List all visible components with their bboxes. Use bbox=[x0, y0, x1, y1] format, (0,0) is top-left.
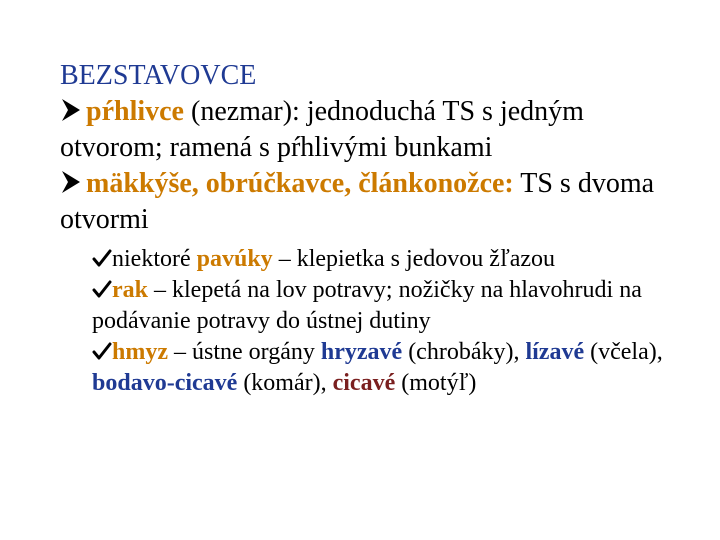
term-rak: rak bbox=[112, 277, 148, 303]
subbullet-text-3b: (chrobáky), bbox=[402, 339, 526, 365]
term-bodavo-cicave: bodavo-cicavé bbox=[92, 370, 238, 396]
subbullet-text-3c: (včela), bbox=[584, 339, 663, 365]
subbullet-text-1: – klepietka s jedovou žľazou bbox=[272, 246, 556, 272]
slide-heading: BEZSTAVOVCE bbox=[60, 60, 257, 91]
subbullet-pre-1: niektoré bbox=[112, 246, 197, 272]
arrow-bullet-icon bbox=[60, 96, 86, 124]
subbullet-text-2: – klepetá na lov potravy; nožičky na hlavohrudi na podávanie potravy do ústnej dutiny bbox=[92, 277, 642, 334]
term-pavuky: pavúky bbox=[196, 246, 273, 272]
bullet-text-2: TS s dvoma otvormi bbox=[60, 168, 655, 235]
term-hryzave: hryzavé bbox=[320, 339, 403, 365]
subbullet-text-3e: (motýľ) bbox=[395, 370, 477, 396]
subbullet-item-2 bbox=[92, 275, 672, 337]
slide-content bbox=[60, 58, 670, 399]
term-prhlivce: pŕhlivce bbox=[86, 96, 184, 127]
subbullet-item-1 bbox=[92, 244, 672, 275]
bullet-item-2 bbox=[60, 166, 670, 238]
subbullet-item-3 bbox=[92, 337, 672, 399]
bullet-item-1 bbox=[60, 94, 670, 166]
subbullet-text-3a: – ústne orgány bbox=[168, 339, 321, 365]
term-mollusks-annelids-arthropods: mäkkýše, obrúčkavce, článkonožce: bbox=[86, 168, 514, 199]
checkmark-bullet-icon bbox=[92, 247, 112, 269]
subbullet-text-3d: (komár), bbox=[237, 370, 333, 396]
checkmark-bullet-icon bbox=[92, 278, 112, 300]
term-cicave: cicavé bbox=[332, 370, 396, 396]
term-hmyz: hmyz bbox=[112, 339, 168, 365]
term-lizave: lízavé bbox=[525, 339, 585, 365]
arrow-bullet-icon bbox=[60, 168, 86, 196]
bullet-text-1: (nezmar): jednoduchá TS s jedným otvorom; ramená s pŕhlivými bunkami bbox=[60, 96, 584, 163]
checkmark-bullet-icon bbox=[92, 340, 112, 362]
